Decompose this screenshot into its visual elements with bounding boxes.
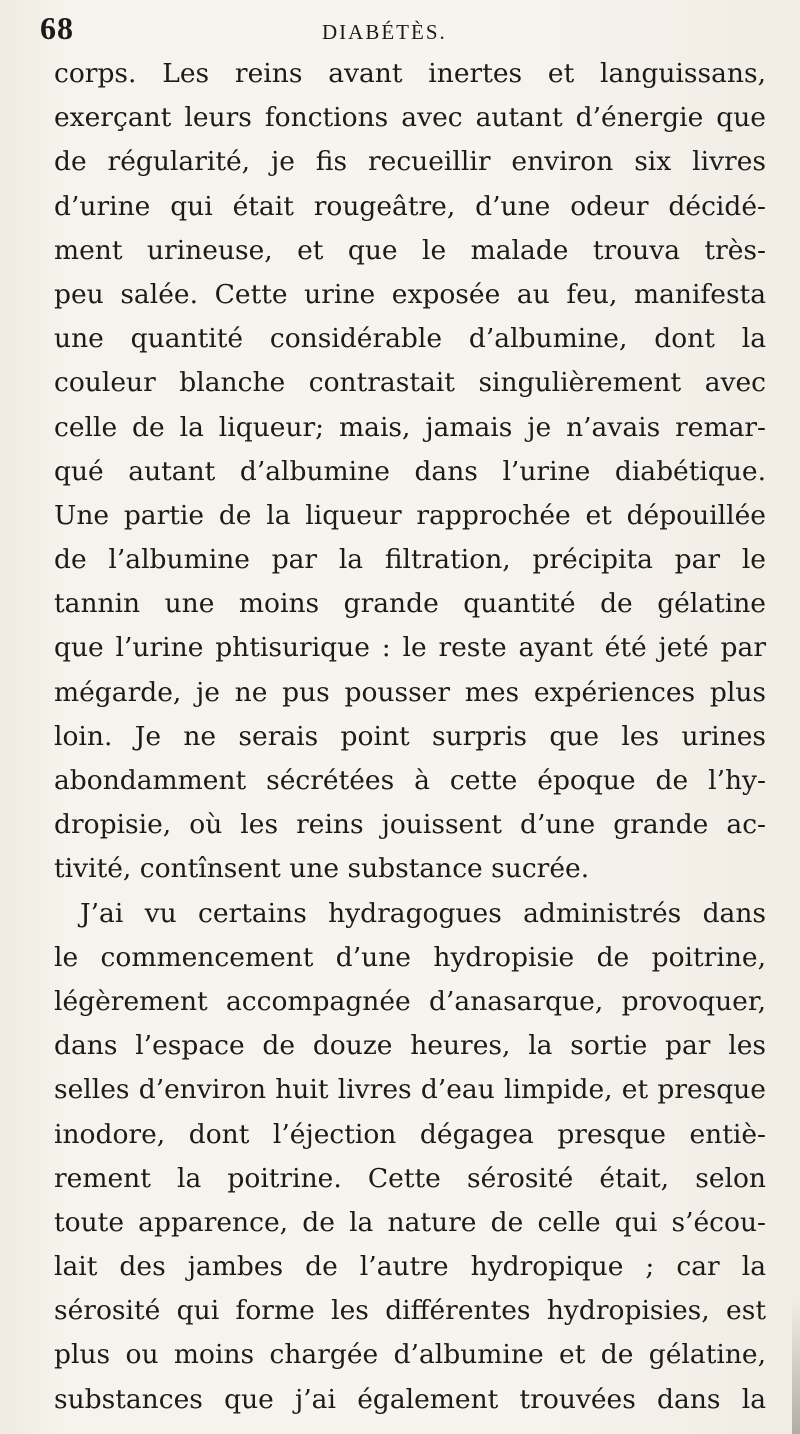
text-line: loin. Je ne serais point surpris que les urines <box>54 720 766 752</box>
text-line: rement la poitrine. Cette sérosité était, selon <box>54 1162 766 1194</box>
text-line: d’urine qui était rougeâtre, d’une odeur décidé- <box>54 190 766 222</box>
text-line: une quantité considérable d’albumine, dont la <box>54 323 766 355</box>
text-line: J’ai vu certains hydragogues administrés dans <box>80 897 766 929</box>
text-line: sérosité qui forme les différentes hydropisies, est <box>54 1295 766 1327</box>
text-line: peu salée. Cette urine exposée au feu, manifesta <box>54 278 766 310</box>
text-line: mégarde, je ne pus pousser mes expériences plus <box>54 676 766 708</box>
text-line: inodore, dont l’éjection dégagea presque entiè- <box>54 1118 766 1150</box>
page-edge-shadow <box>792 1300 800 1434</box>
text-line: toute apparence, de la nature de celle qui s’écou- <box>54 1206 766 1238</box>
text-line: ment urineuse, et que le malade trouva très- <box>54 234 766 266</box>
text-line: celle de la liqueur; mais, jamais je n’avais remar- <box>54 411 766 443</box>
text-line: substances que j’ai également trouvées dans la <box>54 1383 766 1415</box>
text-line: dans l’espace de douze heures, la sortie par les <box>54 1030 766 1062</box>
text-line: lait des jambes de l’autre hydropique ; car la <box>54 1251 766 1283</box>
text-line: plus ou moins chargée d’albumine et de gélatine, <box>54 1339 766 1371</box>
text-line: que l’urine phtisurique : le reste ayant été jeté par <box>54 632 766 664</box>
text-line: de régularité, je fis recueillir environ six livres <box>54 146 766 178</box>
text-line: légèrement accompagnée d’anasarque, provoquer, <box>54 985 766 1017</box>
text-line: tannin une moins grande quantité de gélatine <box>54 588 766 620</box>
text-line: selles d’environ huit livres d’eau limpide, et presque <box>54 1074 766 1106</box>
body-text <box>54 52 766 1422</box>
text-line: dropisie, où les reins jouissent d’une grande ac- <box>54 809 766 841</box>
text-line: exerçant leurs fonctions avec autant d’énergie que <box>54 102 766 134</box>
text-line: le commencement d’une hydropisie de poitrine, <box>54 941 766 973</box>
text-line: de l’albumine par la filtration, précipita par le <box>54 544 766 576</box>
text-line: tivité, contînsent une substance sucrée. <box>54 853 590 885</box>
text-line: corps. Les reins avant inertes et languissans, <box>54 58 766 89</box>
text-line: qué autant d’albumine dans l’urine diabétique. <box>54 455 766 487</box>
page-number: 68 <box>40 10 74 46</box>
text-line: Une partie de la liqueur rapprochée et dépouillée <box>54 499 766 531</box>
running-head: DIABÉTÈS. <box>322 20 447 44</box>
text-line: abondamment sécrétées à cette époque de l’hy- <box>54 765 766 796</box>
page-header <box>40 8 760 48</box>
text-line: couleur blanche contrastait singulièrement avec <box>54 367 766 399</box>
